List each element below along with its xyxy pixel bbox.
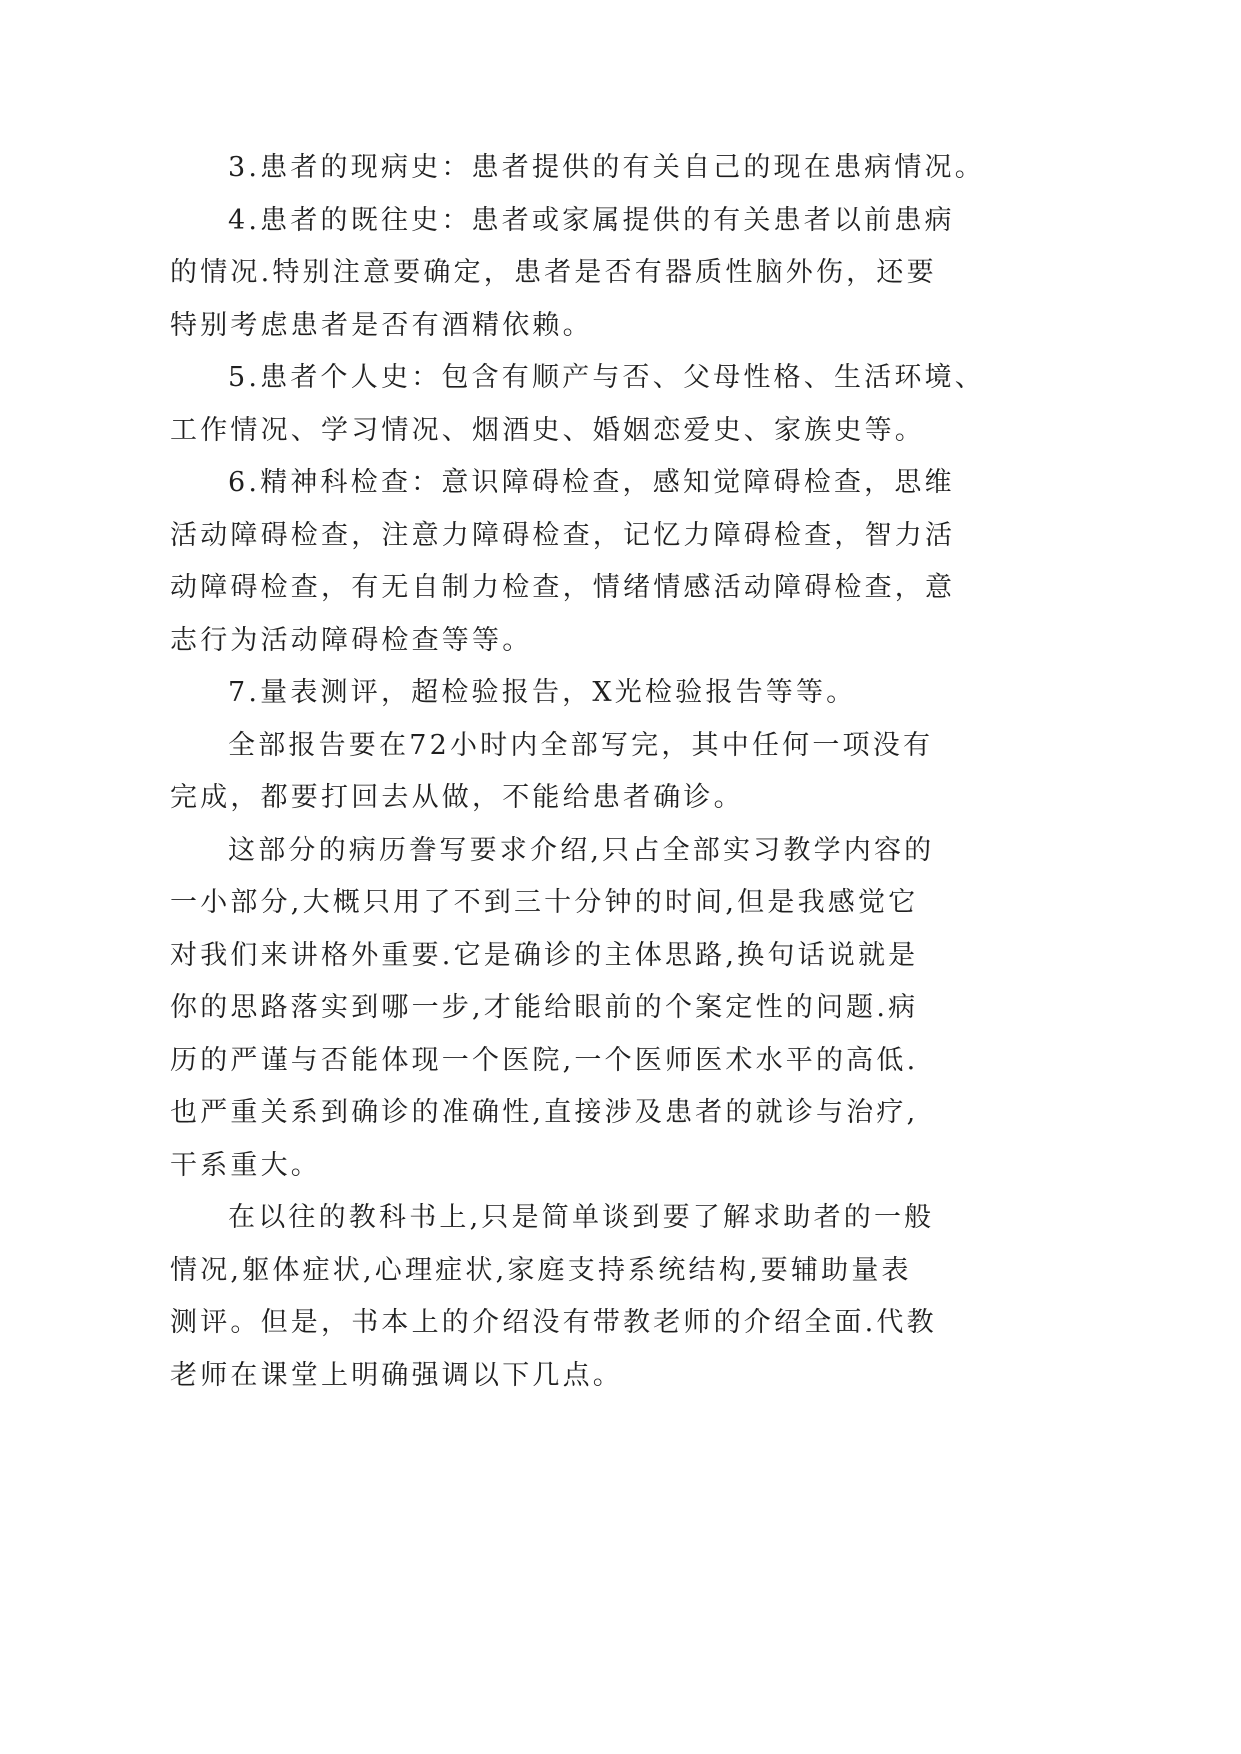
text-line: 一小部分,大概只用了不到三十分钟的时间,但是我感觉它 <box>170 887 919 918</box>
text-line: 情况,躯体症状,心理症状,家庭支持系统结构,要辅助量表 <box>170 1254 912 1286</box>
text-line: 活动障碍检查，注意力障碍检查，记忆力障碍检查，智力活 <box>170 519 956 551</box>
text-line: 5.患者个人史：包含有顺产与否、父母性格、生活环境、 <box>228 362 985 393</box>
text-line: 也严重关系到确诊的准确性,直接涉及患者的就诊与治疗, <box>170 1097 919 1128</box>
text-line: 测评。但是，书本上的介绍没有带教老师的介绍全面.代教 <box>170 1307 937 1338</box>
text-line: 干系重大。 <box>170 1149 321 1181</box>
text-line: 在以往的教科书上,只是简单谈到要了解求助者的一般 <box>228 1202 935 1233</box>
text-line: 6.精神科检查：意识障碍检查，感知觉障碍检查，思维 <box>228 467 955 498</box>
text-line: 完成，都要打回去从做，不能给患者确诊。 <box>170 782 744 813</box>
text-line: 的情况.特别注意要确定，患者是否有器质性脑外伤，还要 <box>170 257 937 288</box>
text-line: 志行为活动障碍检查等等。 <box>170 624 533 656</box>
text-line: 这部分的病历誊写要求介绍,只占全部实习教学内容的 <box>228 834 935 866</box>
text-line: 工作情况、学习情况、烟酒史、婚姻恋爱史、家族史等。 <box>170 414 925 446</box>
document-body <box>170 142 985 1402</box>
text-line: 7.量表测评，超检验报告，X光检验报告等等。 <box>228 677 857 708</box>
text-line: 动障碍检查，有无自制力检查，情绪情感活动障碍检查，意 <box>170 572 956 603</box>
text-line: 你的思路落实到哪一步,才能给眼前的个案定性的问题.病 <box>170 992 919 1023</box>
text-line: 老师在课堂上明确强调以下几点。 <box>170 1359 623 1391</box>
text-line: 全部报告要在72小时内全部写完，其中任何一项没有 <box>228 729 934 761</box>
text-line: 历的严谨与否能体现一个医院,一个医师医术水平的高低. <box>170 1044 919 1076</box>
text-line: 特别考虑患者是否有酒精依赖。 <box>170 309 593 341</box>
text-line: 4.患者的既往史：患者或家属提供的有关患者以前患病 <box>228 204 955 236</box>
text-line: 3.患者的现病史：患者提供的有关自己的现在患病情况。 <box>228 152 985 183</box>
text-line: 对我们来讲格外重要.它是确诊的主体思路,换句话说就是 <box>170 939 919 971</box>
